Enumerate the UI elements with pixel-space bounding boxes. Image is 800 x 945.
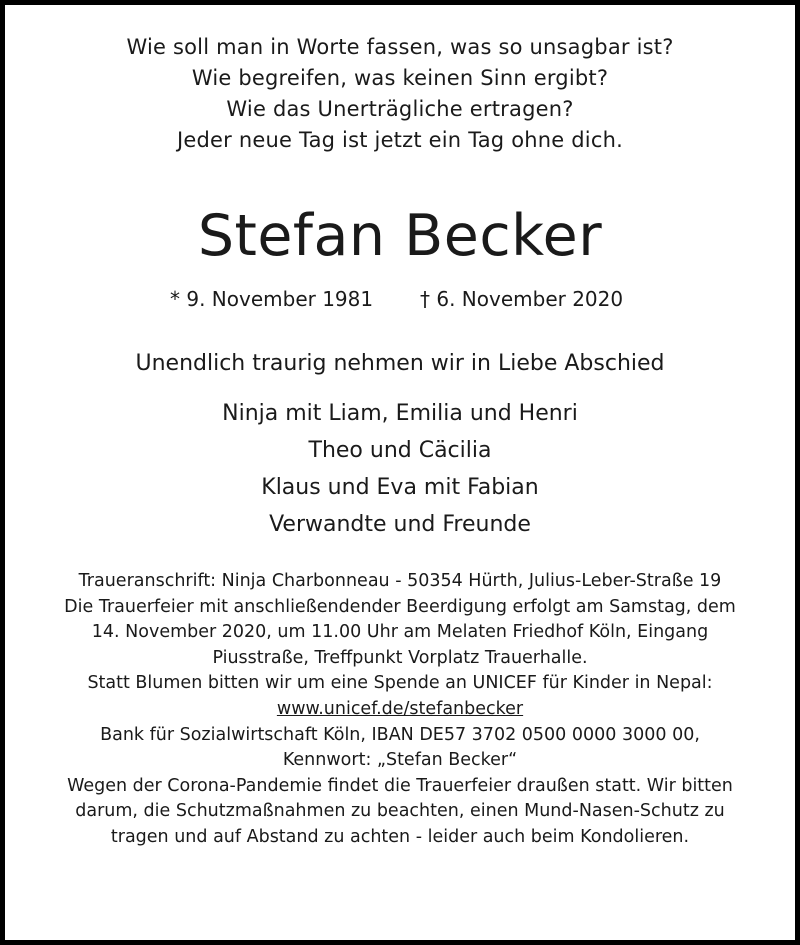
donation-request: Statt Blumen bitten wir um eine Spende an UNICEF für Kinder in Nepal: [87, 673, 713, 694]
donation-link[interactable]: www.unicef.de/stefanbecker [276, 698, 524, 719]
mourner-line: Verwandte und Freunde [269, 512, 531, 537]
life-dates [0, 284, 800, 314]
poem-line: Wie begreifen, was keinen Sinn ergibt? [191, 66, 609, 90]
corona-notice-line: Wegen der Corona-Pandemie findet die Trauerfeier draußen statt. Wir bitten [67, 775, 733, 796]
ceremony-line: Die Trauerfeier mit anschließendender Beerdigung erfolgt am Samstag, dem [64, 596, 736, 617]
mourner-line: Ninja mit Liam, Emilia und Henri [222, 401, 578, 426]
deceased-name: Stefan Becker [197, 203, 603, 269]
ceremony-line: 14. November 2020, um 11.00 Uhr am Melaten Friedhof Köln, Eingang [91, 622, 709, 643]
poem-line: Wie das Unerträgliche ertragen? [226, 97, 574, 121]
birth-date: * 9. November 1981 [170, 287, 374, 311]
bank-details: Bank für Sozialwirtschaft Köln, IBAN DE57 3702 0500 0000 3000 00, [100, 724, 700, 745]
ceremony-line: Piusstraße, Treffpunkt Vorplatz Trauerhalle. [212, 647, 588, 668]
death-date: † 6. November 2020 [420, 287, 624, 311]
mourning-address: Traueranschrift: Ninja Charbonneau - 50354 Hürth, Julius-Leber-Straße 19 [78, 571, 722, 591]
mourner-line: Theo und Cäcilia [308, 438, 492, 463]
corona-notice-line: tragen und auf Abstand zu achten - leider auch beim Kondolieren. [110, 826, 690, 847]
funeral-info [14, 569, 786, 851]
mourners-list [0, 395, 800, 543]
donation-keyword: Kennwort: „Stefan Becker“ [282, 750, 518, 771]
mourner-line: Klaus und Eva mit Fabian [261, 475, 539, 500]
farewell-line: Unendlich traurig nehmen wir in Liebe Abschied [135, 351, 665, 376]
poem-line: Wie soll man in Worte fassen, was so unsagbar ist? [126, 35, 674, 59]
donation-link-row [14, 697, 786, 723]
poem-line: Jeder neue Tag ist jetzt ein Tag ohne dich. [177, 128, 623, 152]
poem [0, 32, 800, 156]
corona-notice-line: darum, die Schutzmaßnahmen zu beachten, einen Mund-Nasen-Schutz zu [75, 801, 725, 822]
